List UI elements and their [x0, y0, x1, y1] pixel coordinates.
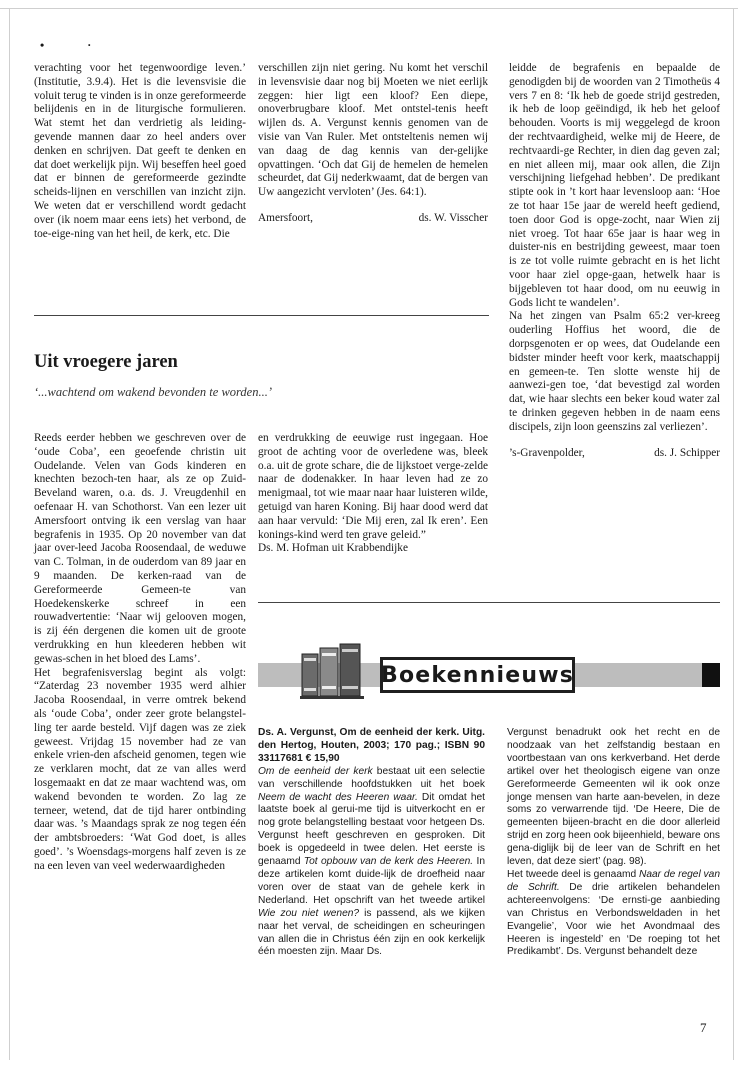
signature-place: ’s-Gravenpolder, [509, 446, 585, 459]
signature [258, 542, 488, 556]
signature-name: ds. J. Schipper [654, 446, 720, 459]
signature-name: ds. W. Visscher [418, 211, 488, 224]
page-number: 7 [700, 1020, 707, 1035]
boekennieuws-banner [258, 640, 720, 700]
header-dot: • [40, 38, 45, 52]
text: Dit omdat het laatste boek al gerui-me tijd is uitverkocht en er nog grote belangstelling bestaat voor hetgeen Ds. Vergunst heeft geschreven en gesproken. Dit boek is opgedeeld in twee delen. Het eerste is genaamd [258, 791, 485, 868]
text: bestaat uit een selectie van verschillende hoofdstukken uit het boek [258, 765, 485, 790]
book-title: Om de eenheid der kerk [258, 765, 373, 777]
signature [509, 447, 720, 461]
paragraph: verschillen zijn niet gering. Nu komt het verschil in levensvisie daar nog bij Moeten we niet eerlijk zeggen: hier ligt een kloof? Een diepe, onoverbrugbare kloof. Met ontstel-tenis heeft wijlen ds. A. Vergunst kennis genomen van de visie van Van Ruler. Met ontsteltenis nemen wij van daag de dag kennis van der-gelijke opvattingen. ‘Och dat Gij de hemelen de hemelen scheurdet, dat Gij nederkwaamt, dat de bergen van Uw aangezicht vervloten’ (Jes. 64:1). [258, 62, 488, 199]
chapter-title: Tot opbouw van de kerk des Heeren. [303, 856, 474, 868]
paragraph: verachting voor het tegenwoordige leven.’ (Institutie, 3.9.4). Het is die levensvisie die voluit terug te vinden is in onze gereformeerde belijdenis en in de liturgische formulieren. Wat stemt het dan verdrietig als leiding-gevende mannen daar zo heel anders over denken en schrijven. Dat geeft te denken en dat doet werkelijk pijn. Wij beseffen heel goed dat er binnen de gereformeerde gezindte scheids-lijnen en verschillen van inzicht zijn. We weten dat er verschillend wordt gedacht over (ik noem maar eens iets) het verbond, de toe-eige-ning van het heil, de kerk, etc. Die [34, 62, 246, 240]
chapter-title: Naar de regel van de Schrift. [507, 868, 720, 893]
text: In deze artikelen komt duide-lijk de droefheid naar voren over de staat van de gehele kerk in Nederland. Het opschrift van het tweede artikel [258, 856, 486, 906]
banner-end-block [702, 663, 720, 687]
paragraph: Reeds eerder hebben we geschreven over de ‘oude Coba’, een geoefende christin uit Oudelande. Velen van Gods kinderen en knechten bezoch-ten haar, als ze op Zuid-Beveland waren, o.a. ds. J. Vreugdenhil en oefenaar H. van Schothorst. Van een lezer uit Amersfoort ontving ik een verslag van haar begrafenis in 1935. Op 20 november van dat jaar over-leed Jacoba Roosendaal, de weduwe van C. Tolman, in de ouderdom van 89 jaar en 9 maanden. De kerken-raad van de Gereformeerde Gemeen-te van Hoedekenskerke schreef in een rouwadvertentie: ‘Naar wij gelooven mogen, is zij één dergenen die komen uit de groote verdrukking en hun kleederen hebben wit gewas-schen in het bloed des Lams’. [34, 432, 246, 665]
signature [258, 212, 488, 226]
paragraph [258, 766, 485, 960]
text: Het tweede deel is genaamd [507, 868, 639, 880]
paragraph: Het begrafenisverslag begint als volgt: “Zaterdag 23 november 1935 werd alhier Jacoba Roosendaal, in verre omtrek bekend als ‘oude Coba’, onder zeer grote belangstel-ling ter aarde besteld. Vijf dagen was ze ziek geweest. Vrijdag 15 november had ze van enkele vrien-den afscheid genomen, tegen wie ze verklaren mocht, dat ze van alles werd losgemaakt en dat ze maar wachtend was, om wakend bevonden te worden. Zo lag ze terneer, wetend, dat de tijd harer ontbinding daar was. ’s Maandags sprak ze nog tegen één der ambtsbroeders: ‘Wat God doet, is alles goed’. ’s Woensdags-morgens half zeven is ze na een leven van veel wederwaardigheden [34, 666, 246, 872]
paragraph: Na het zingen van Psalm 65:2 ver-kreeg ouderling Hoffius het woord, die de dorpsgenoten er op wees, dat Oudelande een bidster minder heeft voor kerk, maatschappij en gemeen-te. Ten slotte wenste hij de aanwezi-gen toe, ‘dat bevestigd zal worden dat, wie haar slechts een beker koud water zal te drinken gegeven hebben in de naam eens discipels, zijn loon geenszins zal verliezen’. [509, 310, 720, 433]
article-column-2 [258, 62, 488, 226]
paragraph: leidde de begrafenis en bepaalde de genodigden bij de woorden van 2 Timotheüs 4 vers 7 en 8: ‘Ik heb de goede strijd gestreden, ik heb de loop geëindigd, ik heb het geloof behouden. Voorts is mij weggelegd de kroon der rechtvaardigheid, welke mij de Heere, de rechtvaardi-ge Rechter, in dien dag geven zal; en niet alleen mij, maar ook allen, die Zijn verschijning liefgehad hebben’. De predikant stipte ook in ’t kort haar levensloop aan: ‘Hoe ze tot haar 15e jaar de wereld heeft gediend, toen door God is opge-zocht, naar Wien zij niet vroeg. Tot haar 65e jaar is haar weg in duister-nis en bestrijding geweest, maar toen is ze tot volle ruimte gebracht en is het licht voor haar ziel opge-gaan, hetwelk haar is bijgebleven tot haar dood, om nu eeuwig in Gods licht te wandelen’. [509, 62, 720, 309]
text: is passend, als we kijken naar het verval, de scheidingen en scheuringen van allen die in Christus één zijn en ook kerkelijk één moesten zijn. Maar Ds. [258, 907, 486, 958]
header-marks [40, 38, 131, 53]
banner-label-box [380, 657, 575, 693]
signature-author: Ds. M. Hofman uit Krabbendijke [258, 542, 408, 555]
review-column-2 [507, 727, 720, 959]
review-heading: Ds. A. Vergunst, Om de eenheid der kerk. Uitg. den Hertog, Houten, 2003; 170 pag.; ISBN 90 33117681 € 15,90 [258, 727, 485, 764]
section-divider [34, 315, 489, 316]
signature-place: Amersfoort, [258, 211, 313, 224]
section-divider [258, 602, 720, 603]
section-column-2 [258, 432, 488, 556]
banner-label: Boekennieuws [380, 662, 575, 688]
header-dot: · [87, 38, 92, 52]
section-subtitle: ‘...wachtend om wakend bevonden te worden...’ [34, 385, 273, 399]
paragraph [507, 869, 720, 959]
review-column-1 [258, 727, 485, 959]
page-border-left [9, 8, 10, 1060]
book-title: Neem de wacht des Heeren waar. [258, 791, 418, 803]
article-column-3 [509, 62, 720, 460]
page-border-right [733, 8, 734, 1060]
section-column-1 [34, 432, 246, 874]
books-icon [298, 640, 368, 700]
text: De drie artikelen behandelen achtereenvolgens: ‘De ernsti-ge aanbieding van Christus en Verbondsweldaden in het Evangelie’, Voor wie het Avondmaal des Heeren is ingesteld’ en ‘De roeping tot het Predikambt’. Ds. Vergunst behandelt deze [507, 881, 720, 958]
chapter-title: Wie zou niet wenen? [258, 907, 360, 919]
page-border-top [0, 8, 738, 9]
paragraph: en verdrukking de eeuwige rust ingegaan. Hoe groot de achting voor de overledene was, bleek o.a. uit de grote schare, die de lijkstoet verge-zelde naar de dodenakker. In haar leven had ze zo menigmaal, tot wie maar naar haar luisteren wilde, getuigd van haren Koning. Bij haar dood werd dat aan haar vervuld: ‘Die Mij eren, zal Ik eren’. Een konings-kind werd ten grave geleid.” [258, 432, 488, 541]
paragraph: Vergunst benadrukt ook het recht en de noodzaak van het zelfstandig bestaan en voortbestaan van ons kerkverband. Het derde artikel over het theologisch eigene van onze Gereformeerde Gemeenten wil ik ook onze jonge mensen van harte aan-bevelen, in deze soms zo verwarrende tijd. ‘De Heere, Die de gemeenten bijeen-bracht en die door allerleid strijd en zorg heen ook bijeenhield, beware ons gena-diglijk bij de leer van de Schrift en het leven, dat deze siert’ (pag. 98). [507, 727, 720, 868]
section-title: Uit vroegere jaren [34, 352, 178, 372]
article-column-1 [34, 62, 246, 241]
